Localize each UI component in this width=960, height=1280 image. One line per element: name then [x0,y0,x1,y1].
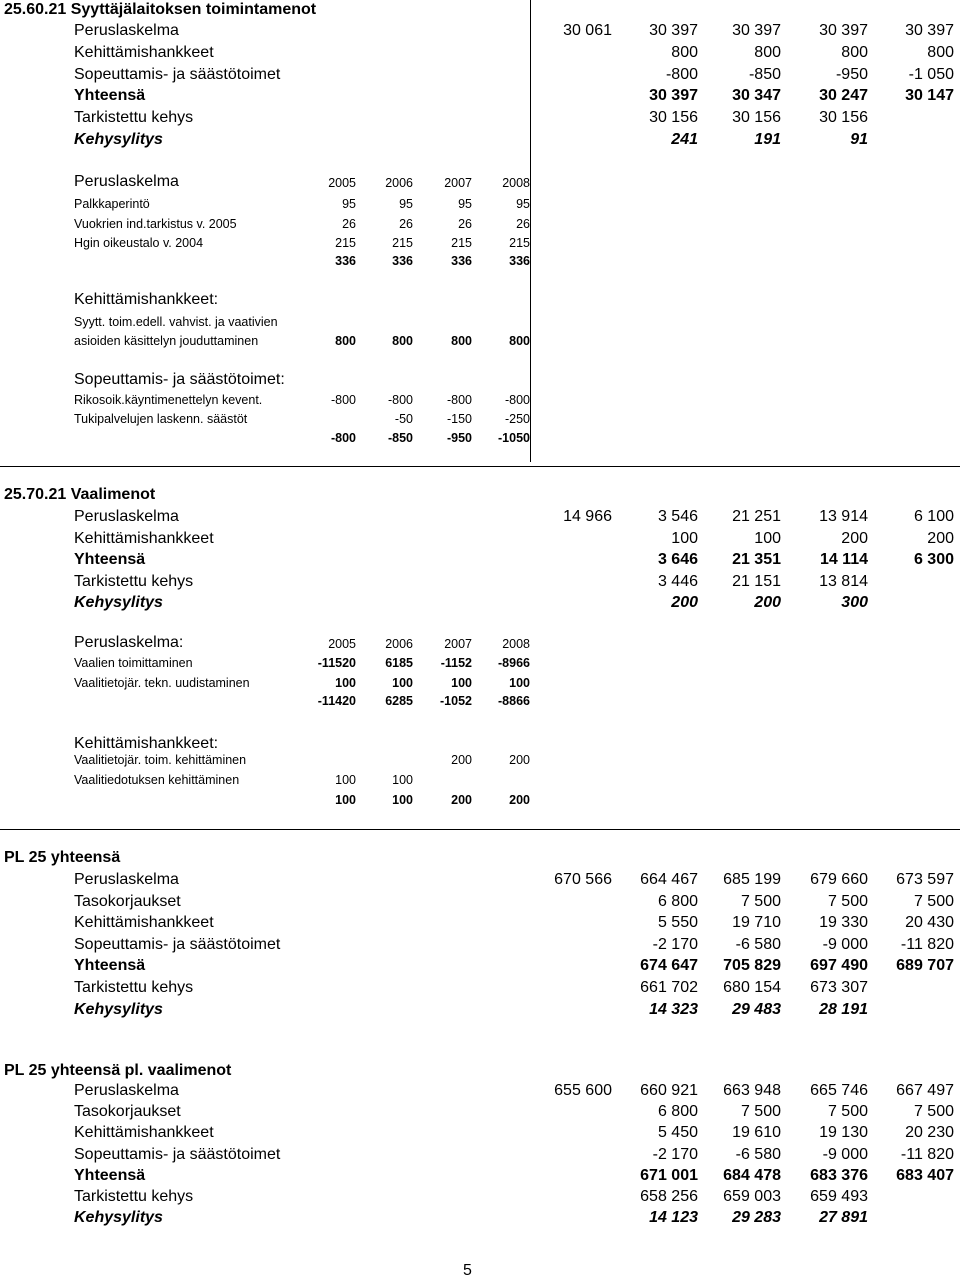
row-value: 685 199 [723,871,781,888]
sub-row-label: Syytt. toim.edell. vahvist. ja vaativien [74,315,278,329]
row-value: 683 376 [810,1166,868,1184]
row-label: Peruslaskelma [74,871,179,888]
cell-value: 215 [392,236,413,250]
cell-value: -1050 [498,431,530,445]
sub-row-label: Palkkaperintö [74,197,150,211]
row-value: 20 430 [905,914,954,932]
cell-value: 95 [516,197,530,211]
row-value: 7 500 [740,1103,781,1121]
row-label: Tasokorjaukset [74,892,181,910]
row-value: 673 597 [896,871,954,888]
cell-value: 6285 [385,694,413,708]
row-value: 30 156 [732,109,781,127]
sub-row-label: Tukipalvelujen laskenn. säästöt [74,412,248,426]
row-value: 14 966 [563,508,612,525]
row-label: Peruslaskelma [74,1082,179,1099]
cell-value: -1052 [440,694,472,708]
row-value: 674 647 [640,957,698,975]
row-value: 241 [671,131,698,148]
cell-value: 336 [451,254,472,268]
row-label: Tarkistettu kehys [74,109,194,127]
row-value: 14 123 [649,1209,698,1227]
row-label: Kehittämishankkeet [74,914,214,932]
cell-value: 336 [335,254,356,268]
row-value: 30 247 [819,87,868,105]
row-value: 30 147 [905,87,954,105]
row-label: Yhteensä [74,957,146,975]
row-value: 27 891 [819,1209,868,1227]
year-header: 2007 [444,637,472,651]
row-value: 100 [754,529,781,547]
row-label: Tarkistettu kehys [74,1188,194,1205]
row-value: 21 251 [732,508,781,525]
cell-value: -800 [446,393,472,407]
row-value: 30 397 [649,22,698,39]
row-value: 689 707 [896,957,954,975]
row-value: 670 566 [554,871,612,888]
sub-row-label: Vaalitiedotuksen kehittäminen [74,772,240,787]
row-label: Tasokorjaukset [74,1103,181,1121]
row-value: 5 550 [657,914,698,932]
row-value: 191 [754,131,781,148]
cell-value: 100 [392,675,413,690]
row-label: Yhteensä [74,1166,146,1184]
row-value: 6 800 [657,1103,698,1121]
sub-row-label: Vaalitietojär. tekn. uudistaminen [74,675,250,690]
cell-value: 336 [392,254,413,268]
cell-value: 100 [392,793,413,807]
cell-value: 200 [451,793,472,807]
row-value: 673 307 [810,979,868,996]
year-header: 2005 [328,176,356,190]
subsection-heading: Kehittämishankkeet: [74,735,219,752]
cell-value: 26 [399,216,413,231]
row-value: -11 820 [900,1145,954,1163]
row-value: 29 283 [732,1209,781,1227]
row-value: 684 478 [723,1166,781,1184]
cell-value: 26 [516,216,530,231]
cell-value: 800 [451,334,472,348]
cell-value: 800 [335,334,356,348]
cell-value: -800 [330,431,356,445]
cell-value: -150 [446,412,472,426]
row-label: Peruslaskelma [74,22,179,39]
row-value: 30 397 [905,22,954,39]
cell-value: 100 [451,675,472,690]
row-value: 660 921 [640,1082,698,1099]
row-value: 30 397 [732,22,781,39]
row-value: 7 500 [827,892,868,910]
row-value: 7 500 [827,1103,868,1121]
row-label: Sopeuttamis- ja säästötoimet [74,1145,281,1163]
row-label: Sopeuttamis- ja säästötoimet [74,65,281,83]
row-value: 665 746 [810,1082,868,1099]
row-value: 200 [671,594,698,612]
cell-value: 26 [342,216,356,231]
cell-value: 100 [335,675,356,690]
subsection-heading: Sopeuttamis- ja säästötoimet: [74,371,285,388]
row-value: 6 100 [913,508,954,525]
row-value: -950 [835,65,868,83]
column-divider [530,0,531,462]
row-value: 300 [841,594,868,612]
row-value: -2 170 [652,1145,698,1163]
row-value: 5 450 [657,1124,698,1142]
sub-row-label: Vuokrien ind.tarkistus v. 2005 [74,216,237,231]
subsection-heading: Peruslaskelma: [74,634,184,651]
sub-row-label: Vaalien toimittaminen [74,656,193,670]
row-label: Peruslaskelma [74,508,179,525]
section-title: 25.60.21 Syyttäjälaitoksen toimintamenot [4,1,317,18]
row-value: 663 948 [723,1082,781,1099]
section-divider [0,466,960,467]
row-value: 683 407 [896,1166,954,1184]
row-label: Sopeuttamis- ja säästötoimet [74,935,281,953]
row-value: 3 446 [657,572,698,590]
cell-value: 100 [392,772,413,787]
row-value: 6 800 [657,892,698,910]
cell-value: 215 [335,236,356,250]
row-value: 3 646 [657,551,698,569]
cell-value: 100 [335,772,356,787]
cell-value: 336 [509,254,530,268]
row-value: 7 500 [913,892,954,910]
subsection-heading: Kehittämishankkeet: [74,291,219,308]
row-value: 20 230 [905,1124,954,1142]
row-value: 30 397 [819,22,868,39]
row-value: 680 154 [723,979,781,996]
year-header: 2006 [385,637,413,651]
row-value: 13 914 [819,508,868,525]
cell-value: -850 [387,431,413,445]
row-value: 14 323 [649,1000,698,1018]
cell-value: 200 [509,753,530,767]
cell-value: 200 [451,753,472,767]
row-label: Kehittämishankkeet [74,1124,214,1142]
row-value: 30 156 [649,109,698,127]
row-label: Kehysylitys [74,1209,163,1227]
row-value: 200 [754,594,781,612]
row-value: 800 [671,43,698,61]
row-value: 30 347 [732,87,781,105]
row-value: -800 [665,65,698,83]
row-value: 19 130 [819,1124,868,1142]
cell-value: -800 [504,393,530,407]
row-value: -9 000 [822,1145,868,1163]
row-value: 200 [841,529,868,547]
row-value: 705 829 [723,957,781,975]
row-value: 19 330 [819,914,868,932]
row-value: 100 [671,529,698,547]
year-header: 2008 [502,637,530,651]
row-value: 664 467 [640,871,698,888]
cell-value: 215 [451,236,472,250]
sub-row-label: Rikosoik.käyntimenettelyn kevent. [74,393,263,407]
cell-value: -950 [446,431,472,445]
cell-value: 100 [509,675,530,690]
row-value: 28 191 [819,1000,868,1018]
row-value: -9 000 [822,935,868,953]
row-value: 658 256 [640,1188,698,1205]
row-value: 800 [927,43,954,61]
row-value: 671 001 [640,1166,698,1184]
row-value: -1 050 [908,65,954,83]
cell-value: 200 [509,793,530,807]
year-header: 2007 [444,176,472,190]
year-header: 2006 [385,176,413,190]
row-label: Yhteensä [74,551,146,569]
row-value: -6 580 [735,935,781,953]
row-value: 14 114 [819,551,868,569]
row-value: 679 660 [810,871,868,888]
cell-value: -11420 [317,694,356,708]
page-number: 5 [463,1262,472,1279]
cell-value: 95 [399,197,413,211]
row-label: Kehysylitys [74,594,163,612]
row-label: Kehittämishankkeet [74,529,214,547]
section-title: PL 25 yhteensä pl. vaalimenot [4,1062,232,1079]
row-value: 30 061 [563,22,612,39]
subsection-heading: Peruslaskelma [74,173,179,190]
row-value: 655 600 [554,1082,612,1099]
row-value: 6 300 [913,551,954,569]
row-value: 21 151 [732,572,781,590]
year-header: 2005 [328,637,356,651]
row-value: 19 610 [732,1124,781,1142]
row-value: 7 500 [740,892,781,910]
row-value: 200 [927,529,954,547]
row-value: 21 351 [732,551,781,569]
row-value: 13 814 [819,572,868,590]
cell-value: -11520 [317,656,356,670]
row-value: -2 170 [652,935,698,953]
row-label: Kehysylitys [74,1000,163,1018]
row-value: 800 [841,43,868,61]
cell-value: 100 [335,793,356,807]
sub-row-label: Hgin oikeustalo v. 2004 [74,236,204,250]
sub-row-label: Vaalitietojär. toim. kehittäminen [74,753,247,767]
cell-value: 26 [458,216,472,231]
row-value: 30 397 [649,87,698,105]
row-label: Tarkistettu kehys [74,572,194,590]
row-value: 29 483 [732,1000,781,1018]
row-value: 659 493 [810,1188,868,1205]
cell-value: 95 [342,197,356,211]
row-value: 7 500 [913,1103,954,1121]
row-value: 30 156 [819,109,868,127]
cell-value: -8966 [498,656,530,670]
row-value: 659 003 [723,1188,781,1205]
row-value: 661 702 [640,979,698,996]
section-title: 25.70.21 Vaalimenot [4,486,156,503]
cell-value: -50 [394,412,413,426]
row-value: 3 546 [657,508,698,525]
cell-value: 6185 [385,656,413,670]
row-value: 800 [754,43,781,61]
section-title: PL 25 yhteensä [4,849,121,866]
year-header: 2008 [502,176,530,190]
cell-value: -800 [387,393,413,407]
cell-value: -1152 [440,656,472,670]
row-value: 697 490 [810,957,868,975]
cell-value: -800 [330,393,356,407]
row-value: -11 820 [900,935,954,953]
cell-value: 800 [392,334,413,348]
row-value: 91 [850,131,868,148]
row-value: 667 497 [896,1082,954,1099]
row-label: Kehittämishankkeet [74,43,214,61]
row-label: Kehysylitys [74,131,163,148]
section-divider [0,829,960,830]
cell-value: 215 [509,236,530,250]
cell-value: -8866 [498,694,530,708]
cell-value: -250 [504,412,530,426]
row-value: -6 580 [735,1145,781,1163]
cell-value: 95 [458,197,472,211]
row-label: Yhteensä [74,87,146,105]
row-value: 19 710 [732,914,781,932]
sub-row-label: asioiden käsittelyn jouduttaminen [74,334,259,348]
row-value: -850 [748,65,781,83]
cell-value: 800 [509,334,530,348]
row-label: Tarkistettu kehys [74,979,194,996]
